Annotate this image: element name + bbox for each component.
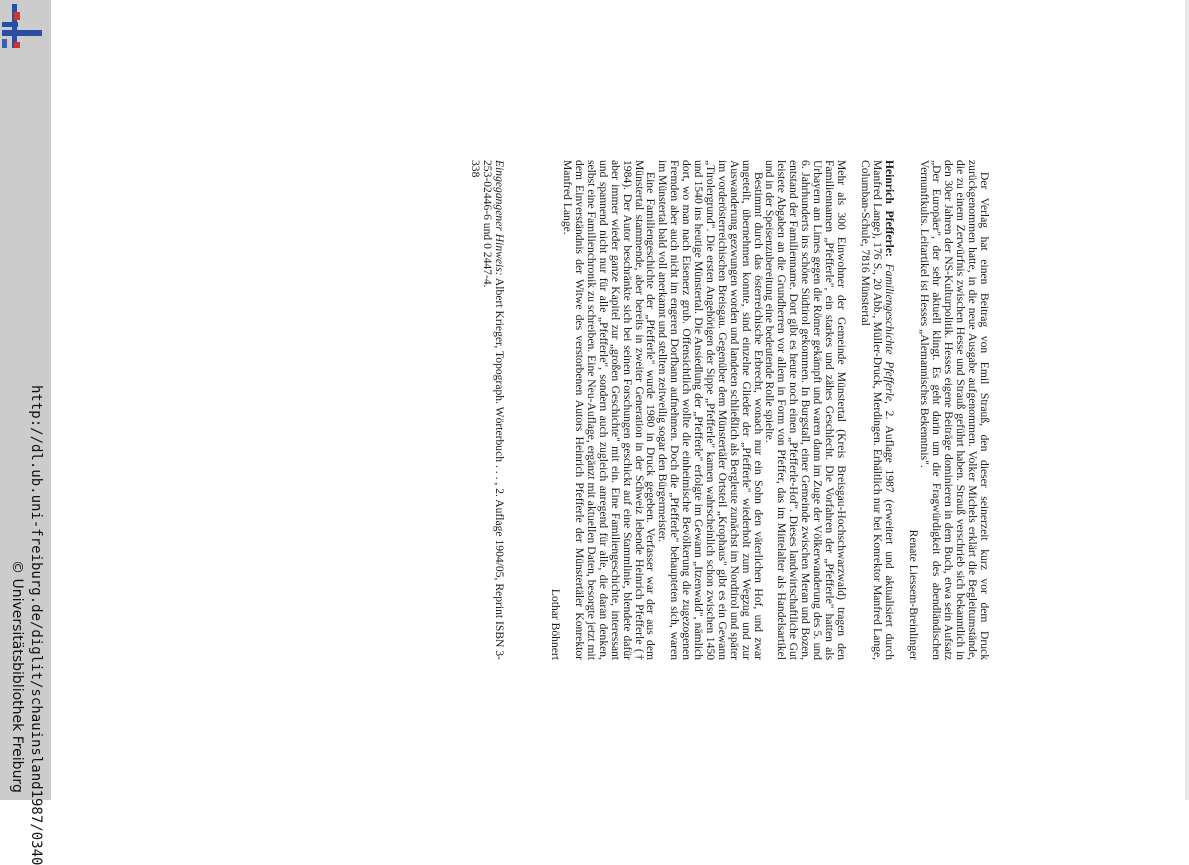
copyright-notice: © Universitätsbibliothek Freiburg <box>9 560 25 793</box>
incoming-note-label: Eingegangener Hinweis: <box>493 160 507 276</box>
viewer-sidebar <box>0 0 51 865</box>
review-publication-details: 2. Auflage 1987 (erweitert und aktualisiert durch Manfred Lange), 176 S., 20 Abb., Müller-Druck, Merdingen. Erhältlich nur bei Konrektor Manfred Lange, Columban-Schule, 7816 Münstertal <box>858 160 896 660</box>
incoming-note-text: Albert Krieger, Topograph. Wörterbuch . . . , 2. Auflage 1904/05, Reprint ISBN 3-253-02446-6 und 0 2447-4. <box>481 160 507 661</box>
paragraph-hesse-review: Der Verlag hat einen Beitrag von Emil Strauß, den dieser seinerzeit kurz vor dem Druck zurückgenommen hatte, in die neue Ausgabe aufgenommen. Volker Michels erklärt die Begleitumstände, die zu einem Zerwürfnis zwischen Hesse und Strauß geführt haben. Strauß verschrieb sich bekanntlich in den 30er Jahren der NS-Kulturpolitik. Hesses eigene Beiträge dominieren in dem Buch, etwa sein Aufsatz „Der Europäer", der sehr aktuell klingt. Es geht darin um die Fragwürdigkeit des abendländischen Vernunftkults. Leitartikel ist Hesses „Alemannisches Bekenntnis". <box>918 160 991 660</box>
library-logo-icon[interactable] <box>0 4 44 50</box>
review-heading <box>859 160 895 660</box>
signature-liessem: Renate Liessem-Breinlinger <box>906 529 920 660</box>
paragraph-pfefferle-book: Eine Familiengeschichte der „Pfefferle" wurde 1980 in Druck gegeben. Verfasser war der aus dem Münstertal stammende, aber bereits in zweiter Generation in der Schweiz lebende Heinrich Pfefferle († 1984). Der Autor beschränkte sich bei seinen Forschungen geschickt auf eine Stammlinie, blendete dafür aber immer wieder ganze Kapitel zur „großen Geschichte" mit ein. Eine Familiengeschichte, interessant und spannend nicht nur für alle „Pfefferle", sondern auch zugleich anregend für alle, die daran denken, selbst eine Familienchronik zu schreiben. Eine Neu-Auflage, ergänzt mit aktuellen Daten, besorgte jetzt mit dem Einverständnis der Witwe des verstorbenen Autors Heinrich Pfefferle der Münstertäler Konrektor Manfred Lange. <box>561 160 658 660</box>
page-number: 338 <box>469 160 483 178</box>
incoming-note <box>481 160 505 660</box>
scrollbar[interactable] <box>1185 0 1189 800</box>
review-author: Heinrich Pfefferle: <box>882 160 896 257</box>
paragraph-pfefferle-origins: Mehr als 300 Einwohner der Gemeinde Münstertal (Kreis Breisgau-Hochschwarzwald) tragen den Familiennamen „Pfefferle", ein starkes und zähes Geschlecht. Die Vorfahren der „Pfefferle" hatten als Urbayern am Limes gegen die Römer gekämpft und waren dann im Zuge der Völkerwanderung des 5. und 6. Jahrhunderts ins schöne Südtirol gekommen. In Burgstall, einer Gemeinde zwischen Meran und Bozen, entstand der Familienname. Dort gibt es heute noch einen „Pfefferle-Hof". Dieses landwirtschaftliche Gut leistete Abgaben an die Grundherren vor allem in Form von Pfeffer, das im Mittelalter als Handelsartikel und in der Speisenzubereitung eine bedeutende Rolle spielte. <box>763 160 848 660</box>
page-url[interactable]: http://dl.ub.uni-freiburg.de/diglit/schauinsland1987/0340 <box>28 385 44 865</box>
review-book-title: Familiengeschichte Pfefferle, <box>882 263 896 404</box>
paragraph-pfefferle-history: Bestimmt durch das österreichische Erbrecht, wonach nur ein Sohn den väterlichen Hof, und zwar ungeteilt, übernehmen konnte, sind einzelne Glieder der „Pfefferle" wiederholt zum Wegzug und zur Auswanderung gezwungen worden und landeten schließlich als Bergleute zunächst im Nordtirol und später im vorderösterreichischen Breisgau. Gegenüber dem Münstertäler Ortsteil „Krophaus" gibt es ein Gewann „Tirolergrund". Die ersten Angehörigen der Sippe „Pfefferle" kamen wahrscheinlich schon zwischen 1450 und 1540 ins heutige Münstertal. Die Ansiedlung der „Pfefferle" erfolgte im Gewann „Itzenwald", nämlich dort, wo man nach Eisenerz grub. Offensichtlich wollte die einheimische Bevölkerung die zugezogenen Fremden aber auch nicht im engeren Dorfbann aufnehmen. Doch die „Pfefferle" behaupteten sich, waren im Münstertal bald voll anerkannt und stellten zeitweilig sogar den Bürgermeister. <box>656 160 765 660</box>
signature-boehnert: Lothar Böhnert <box>549 588 563 660</box>
scanned-page <box>250 160 990 660</box>
